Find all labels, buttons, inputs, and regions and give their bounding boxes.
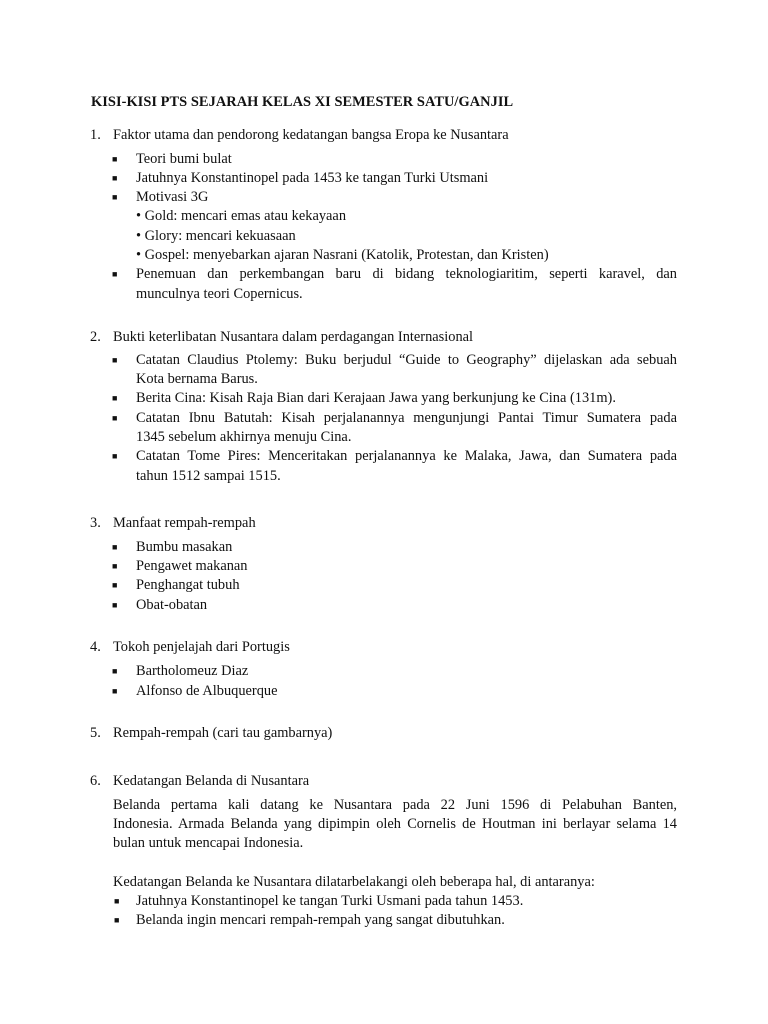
bullet-icon: ■ <box>112 192 118 202</box>
paragraph-line: Indonesia. Armada Belanda yang dipimpin oleh Cornelis de Houtman ini berlayar selama 14 <box>113 816 677 832</box>
sub-item: • Gospel: menyebarkan ajaran Nasrani (Katolik, Protestan, dan Kristen) <box>136 247 549 263</box>
section-heading: Kedatangan Belanda di Nusantara <box>113 773 310 789</box>
sub-item: • Gold: mencari emas atau kekayaan <box>136 208 347 224</box>
section-heading: Manfaat rempah-rempah <box>113 515 256 531</box>
bullet-icon: ■ <box>114 896 120 906</box>
list-item: Bumbu masakan <box>136 539 233 555</box>
list-item: Berita Cina: Kisah Raja Bian dari Kerajaan Jawa yang berkunjung ke Cina (131m). <box>136 390 616 406</box>
section-number: 4. <box>90 639 101 655</box>
section-heading: Faktor utama dan pendorong kedatangan bangsa Eropa ke Nusantara <box>113 127 509 143</box>
list-item-continuation: tahun 1512 sampai 1515. <box>136 468 281 484</box>
list-item: Jatuhnya Konstantinopel pada 1453 ke tangan Turki Utsmani <box>136 170 489 186</box>
document-title: KISI-KISI PTS SEJARAH KELAS XI SEMESTER SATU/GANJIL <box>91 94 514 110</box>
list-item: Pengawet makanan <box>136 558 248 574</box>
bullet-icon: ■ <box>112 600 118 610</box>
bullet-icon: ■ <box>112 451 118 461</box>
list-item: Belanda ingin mencari rempah-rempah yang sangat dibutuhkan. <box>136 912 505 928</box>
list-item: Motivasi 3G <box>136 189 209 205</box>
list-item: Penghangat tubuh <box>136 577 240 593</box>
list-item: Catatan Ibnu Batutah: Kisah perjalanannya mengunjungi Pantai Timur Sumatera pada <box>136 410 677 426</box>
list-item: Catatan Claudius Ptolemy: Buku berjudul “Guide to Geography” dijelaskan ada sebuah <box>136 352 677 368</box>
paragraph-line: bulan untuk mencapai Indonesia. <box>113 835 304 851</box>
list-item: Teori bumi bulat <box>136 151 232 167</box>
list-item-continuation: munculnya teori Copernicus. <box>136 286 303 302</box>
bullet-icon: ■ <box>112 580 118 590</box>
bullet-icon: ■ <box>112 173 118 183</box>
bullet-icon: ■ <box>112 686 118 696</box>
section-number: 1. <box>90 127 101 143</box>
bullet-icon: ■ <box>112 666 118 676</box>
list-item-continuation: 1345 sebelum akhirnya menuju Cina. <box>136 429 352 445</box>
bullet-icon: ■ <box>112 561 118 571</box>
bullet-icon: ■ <box>112 355 118 365</box>
sub-item: • Glory: mencari kekuasaan <box>136 228 296 244</box>
bullet-icon: ■ <box>112 393 118 403</box>
bullet-icon: ■ <box>114 915 120 925</box>
list-item: Alfonso de Albuquerque <box>136 683 278 699</box>
intro-text: Kedatangan Belanda ke Nusantara dilatarbelakangi oleh beberapa hal, di antaranya: <box>113 874 595 890</box>
section-number: 3. <box>90 515 101 531</box>
list-item: Jatuhnya Konstantinopel ke tangan Turki Usmani pada tahun 1453. <box>136 893 524 909</box>
section-number: 6. <box>90 773 101 789</box>
paragraph-line: Belanda pertama kali datang ke Nusantara pada 22 Juni 1596 di Pelabuhan Banten, <box>113 797 677 813</box>
section-heading: Rempah-rempah (cari tau gambarnya) <box>113 725 333 741</box>
bullet-icon: ■ <box>112 542 118 552</box>
list-item-continuation: Kota bernama Barus. <box>136 371 258 387</box>
list-item: Bartholomeuz Diaz <box>136 663 249 679</box>
bullet-icon: ■ <box>112 154 118 164</box>
section-number: 2. <box>90 329 101 345</box>
list-item: Penemuan dan perkembangan baru di bidang teknologiaritim, seperti karavel, dan <box>136 266 677 282</box>
list-item: Catatan Tome Pires: Menceritakan perjalanannya ke Malaka, Jawa, dan Sumatera pada <box>136 448 677 464</box>
section-number: 5. <box>90 725 101 741</box>
list-item: Obat-obatan <box>136 597 208 613</box>
section-heading: Tokoh penjelajah dari Portugis <box>113 639 290 655</box>
section-heading: Bukti keterlibatan Nusantara dalam perdagangan Internasional <box>113 329 474 345</box>
bullet-icon: ■ <box>112 269 118 279</box>
bullet-icon: ■ <box>112 413 118 423</box>
